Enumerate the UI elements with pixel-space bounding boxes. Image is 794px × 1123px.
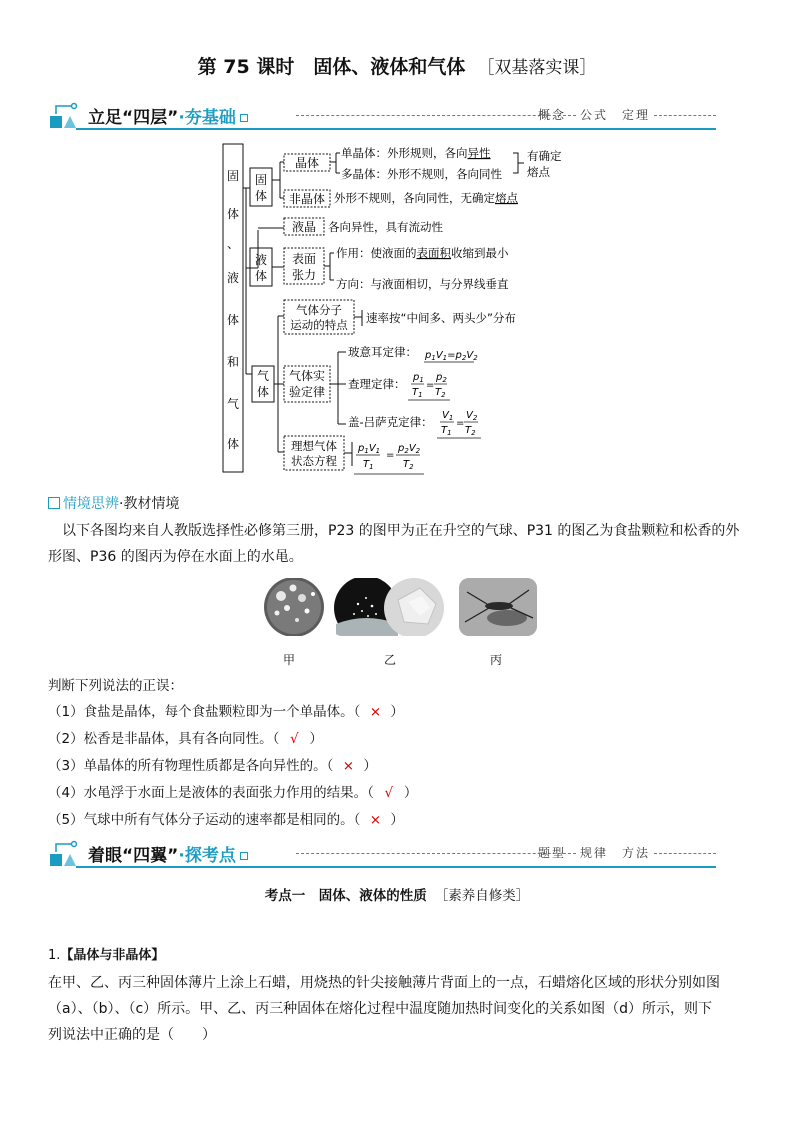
root-char: 和 [226, 355, 240, 369]
section-header-exam [48, 838, 716, 868]
judge-item: （4）水黾浮于水面上是液体的表面张力作用的结果。（ √ ） [48, 785, 418, 801]
liquid-label-1: 液 [254, 253, 268, 267]
st-effect: 作用：使液面的表面积收缩到最小 [336, 246, 509, 260]
svg-text:V2: $V_2$ [466, 410, 478, 422]
liquid-label-2: 体 [254, 269, 268, 283]
gas-laws-1: 气体实 [288, 369, 326, 383]
context-paragraph: 以下各图均来自人教版选择性必修第三册，P23 的图甲为正在升空的气球、P31 的图乙为食盐颗粒和松香的外形图、P36 的图丙为停在水面上的水黾。 [48, 523, 740, 565]
root-char: 液 [226, 271, 240, 285]
section-title-prefix: 着眼“四翼” [88, 846, 179, 866]
ideal-gas-formula [354, 443, 424, 474]
question-heading [48, 944, 164, 963]
gay-lussac-formula [437, 410, 481, 438]
dashed-divider-right [654, 115, 716, 116]
liquid-crystal-desc: 各向异性，具有流动性 [328, 220, 443, 234]
judge-item: （3）单晶体的所有物理性质都是各向异性的。（ × ） [48, 758, 377, 774]
svg-text:=: = [426, 380, 435, 391]
boyle-law: 玻意耳定律： [348, 345, 417, 359]
lesson-tag: ［双基落实课］ [477, 58, 597, 78]
check-mark-icon: √ [384, 785, 394, 801]
gas-label-1: 气 [256, 369, 270, 383]
charles-law: 查理定律： [348, 377, 406, 391]
svg-text:p2: $p_2$ [436, 372, 447, 384]
square-marker-icon [240, 114, 248, 122]
svg-text:T1: $T_1$ [441, 425, 452, 437]
root-char: 体 [226, 437, 240, 451]
question-line: 在甲、乙、丙三种固体薄片上涂上石蜡，用烧热的针尖接触薄片背面上的一点，石蜡熔化区域的形状分别如图 [48, 975, 720, 991]
section-keywords: 题型 规律 方法 [537, 846, 650, 860]
svg-text:=: = [456, 418, 465, 429]
surface-tension-1: 表面 [291, 252, 317, 266]
section-keywords: 概念 公式 定理 [537, 108, 650, 122]
question-topic: 【晶体与非晶体】 [60, 948, 165, 963]
section-title-dot: · [178, 846, 185, 866]
svg-text:p2V2: $p_2V_2$ [398, 443, 421, 455]
checkbox-square-icon [48, 497, 60, 509]
topic-title: 考点一 固体、液体的性质 [264, 888, 427, 904]
section-title [88, 841, 248, 866]
salt-rosin-photo [332, 578, 444, 636]
lesson-title: 第 75 课时 固体、液体和气体 [197, 56, 466, 78]
svg-text:T1: $T_1$ [412, 387, 423, 399]
svg-text:V1: $V_1$ [442, 410, 454, 422]
section-title-accent: 探考点 [184, 846, 236, 866]
square-marker-icon [240, 852, 248, 860]
context-heading-prefix: 情境思辨 [63, 496, 119, 512]
amorphous-label: 非晶体 [288, 192, 326, 206]
surface-tension-2: 张力 [291, 268, 317, 282]
section-title-prefix: 立足“四层” [88, 108, 179, 128]
cross-mark-icon: × [342, 758, 354, 774]
svg-text:=: = [386, 450, 395, 461]
concept-diagram [218, 140, 578, 478]
melting-point-2: 熔点 [527, 165, 550, 179]
liquid-crystal-label: 液晶 [291, 220, 317, 234]
judge-intro: 判断下列说法的正误： [48, 678, 183, 694]
gas-motion-1: 气体分子 [296, 303, 342, 317]
charles-formula [408, 372, 450, 400]
dashed-divider [296, 853, 576, 854]
water-strider-photo [459, 578, 537, 636]
cross-mark-icon: × [369, 704, 381, 720]
svg-text:T2: $T_2$ [465, 425, 476, 437]
svg-text:p1V1=p2V2: $p_1V_1=p_2V_2$ [425, 350, 478, 362]
gas-laws-2: 验定律 [288, 385, 326, 399]
root-char: 体 [226, 313, 240, 327]
caption-jia: 甲 [283, 653, 296, 667]
caption-yi: 乙 [384, 653, 397, 667]
svg-text:p1V1: $p_1V_1$ [358, 443, 381, 455]
check-mark-icon: √ [290, 731, 299, 747]
solid-label-1: 固 [254, 173, 268, 187]
question-body [48, 970, 748, 1048]
root-char: 固 [226, 169, 240, 183]
section-title-accent: 夯基础 [184, 108, 236, 128]
svg-text:p1: $p_1$ [413, 372, 424, 384]
page-title [0, 52, 794, 79]
caption-bing: 丙 [490, 653, 503, 667]
svg-text:T1: $T_1$ [363, 459, 374, 471]
section-title [88, 103, 248, 128]
dashed-divider-right [654, 853, 716, 854]
svg-text:T2: $T_2$ [435, 387, 446, 399]
topic-heading [0, 884, 794, 904]
cross-mark-icon: × [369, 812, 381, 828]
question-number: 1. [48, 948, 61, 963]
section-underline [76, 128, 716, 130]
judge-item: （2）松香是非晶体，具有各向同性。（ √ ） [48, 731, 323, 747]
judge-item: （5）气球中所有气体分子运动的速率都是相同的。（ × ） [48, 812, 404, 828]
judge-item: （1）食盐是晶体，每个食盐颗粒即为一个单晶体。（ × ） [48, 704, 404, 720]
st-direction: 方向：与液面相切，与分界线垂直 [336, 277, 509, 291]
poly-crystal-desc: 多晶体：外形不规则，各向同性 [341, 167, 502, 181]
gas-motion-2: 运动的特点 [290, 318, 348, 332]
single-crystal-desc: 单晶体：外形规则，各向异性 [341, 146, 491, 160]
root-box [223, 144, 243, 472]
gay-lussac-law: 盖-吕萨克定律： [348, 415, 433, 429]
section-logo-icon [48, 102, 78, 130]
balloon-photo [257, 578, 331, 636]
melting-point-1: 有确定 [527, 149, 562, 163]
section-header-basics [48, 100, 716, 130]
topic-tag: ［素养自修类］ [434, 888, 530, 904]
section-logo-icon [48, 840, 78, 868]
section-title-dot: · [178, 108, 185, 128]
dashed-divider [296, 115, 576, 116]
solid-label-2: 体 [254, 189, 268, 203]
svg-text:T2: $T_2$ [403, 459, 414, 471]
question-line: 列说法中正确的是（ ） [48, 1027, 216, 1043]
crystal-label: 晶体 [294, 156, 320, 170]
ideal-gas-2: 状态方程 [291, 454, 337, 468]
question-line: （a）、（b）、（c）所示。甲、乙、丙三种固体在熔化过程中温度随加热时间变化的关系如图（d）所示，则下 [48, 1001, 713, 1017]
boyle-formula [424, 350, 478, 362]
ideal-gas-1: 理想气体 [291, 439, 337, 453]
context-heading [48, 493, 179, 513]
root-char: 体 [226, 207, 240, 221]
root-char: 、 [226, 237, 240, 251]
gas-label-2: 体 [256, 385, 270, 399]
section-underline [76, 866, 716, 868]
gas-motion-desc: 速率按“中间多、两头少”分布 [366, 311, 516, 325]
context-heading-suffix: ·教材情境 [119, 496, 180, 512]
root-char: 气 [226, 397, 240, 411]
amorphous-desc: 外形不规则，各向同性，无确定熔点 [334, 191, 518, 205]
